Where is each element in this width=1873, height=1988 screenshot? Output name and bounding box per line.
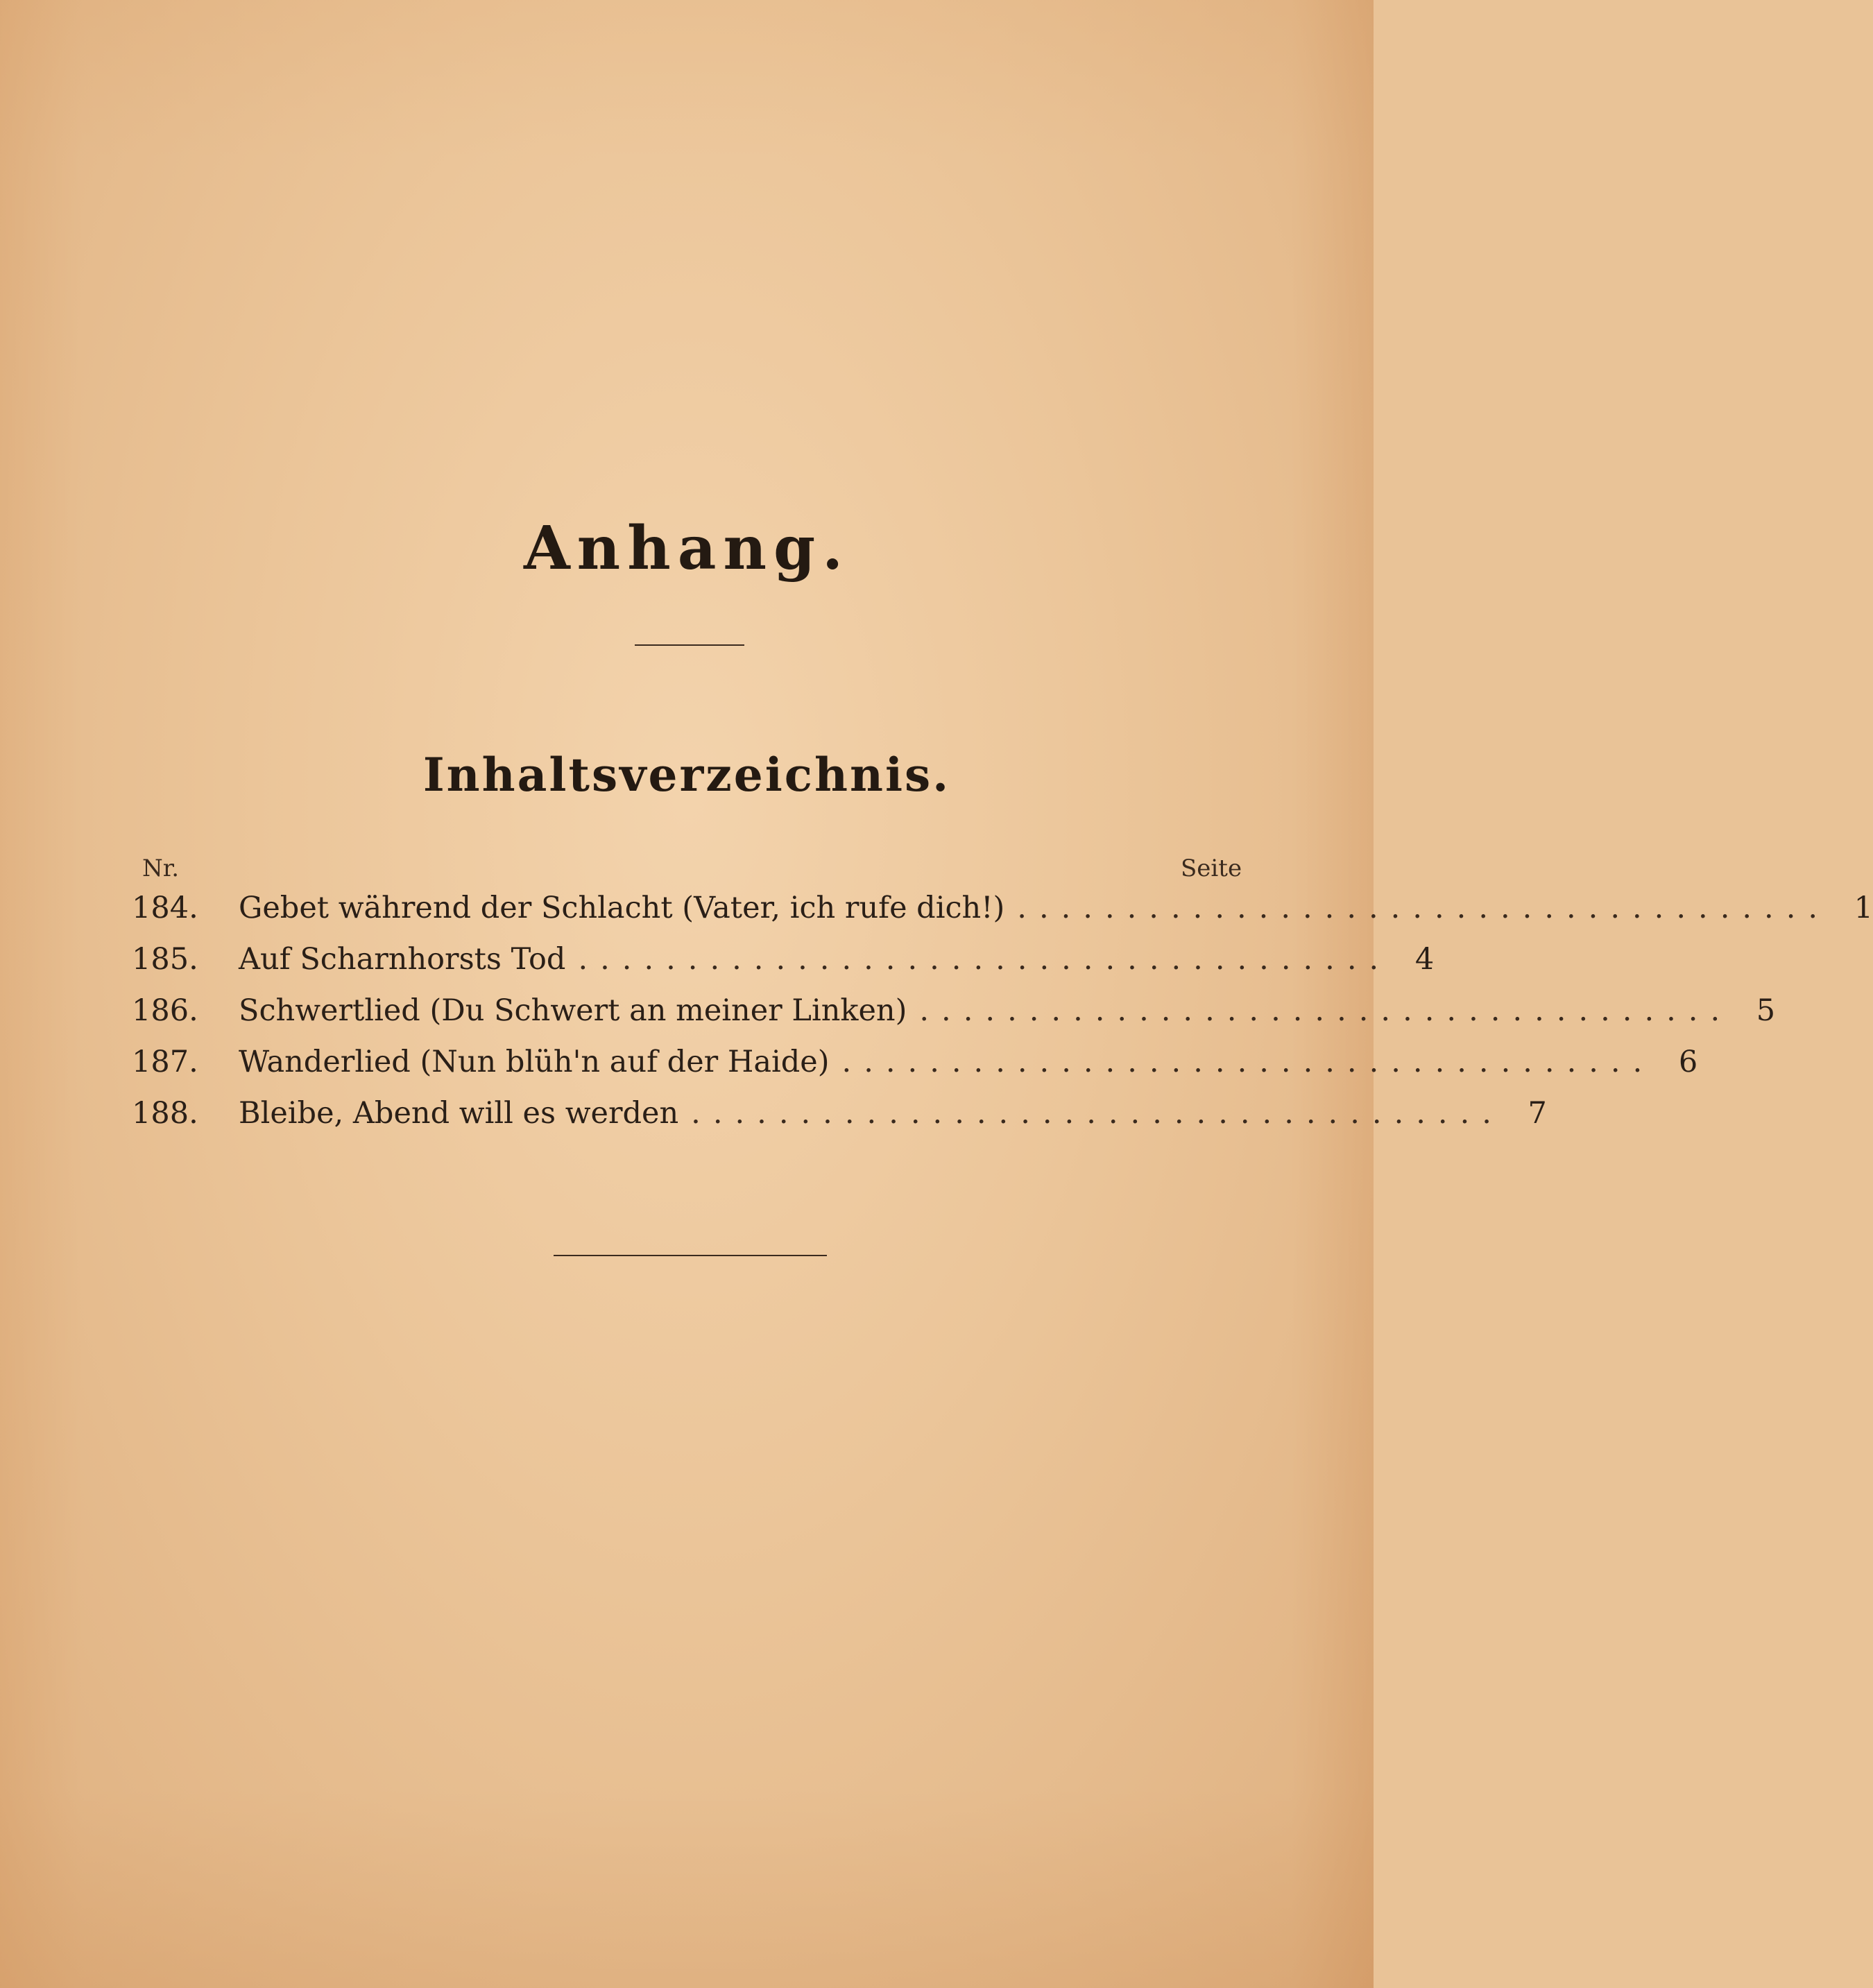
entry-title: Wanderlied (Nun blüh'n auf der Haide) xyxy=(239,1045,830,1079)
leader-dots: ..................................... xyxy=(841,1045,1655,1079)
entry-number: 185. xyxy=(132,942,198,977)
entry-title: Gebet während der Schlacht (Vater, ich rufe dich!) xyxy=(239,891,1005,925)
entry-title: Auf Scharnhorsts Tod xyxy=(239,942,566,977)
closing-divider xyxy=(554,1255,827,1256)
leader-dots: ..................................... xyxy=(691,1096,1504,1131)
entry-page: 4 xyxy=(1414,942,1435,977)
entry-page: 1 xyxy=(1854,891,1873,925)
leader-dots: ..................................... xyxy=(1017,891,1831,925)
toc-heading: Inhaltsverzeichnis. xyxy=(422,748,951,802)
number-column-label: Nr. xyxy=(142,855,180,882)
toc-entry xyxy=(132,882,1873,934)
table-of-contents xyxy=(132,882,1873,1139)
entry-page: 5 xyxy=(1756,993,1776,1028)
entry-number: 184. xyxy=(132,891,198,925)
toc-entry xyxy=(132,1036,1698,1088)
leader-dots: ..................................... xyxy=(578,942,1392,977)
entry-page: 6 xyxy=(1678,1045,1698,1079)
entry-number: 186. xyxy=(132,993,198,1028)
entry-number: 187. xyxy=(132,1045,198,1079)
entry-title: Bleibe, Abend will es werden xyxy=(239,1096,679,1131)
page-column-label: Seite xyxy=(1181,855,1242,882)
entry-page: 7 xyxy=(1528,1096,1547,1131)
toc-entry xyxy=(132,1088,1547,1139)
entry-number: 188. xyxy=(132,1096,198,1131)
toc-entry xyxy=(132,985,1776,1036)
toc-entry xyxy=(132,934,1435,985)
heading-divider xyxy=(635,644,744,646)
section-heading: Anhang. xyxy=(523,513,850,583)
entry-title: Schwertlied (Du Schwert an meiner Linken) xyxy=(239,993,907,1028)
leader-dots: ..................................... xyxy=(919,993,1733,1028)
